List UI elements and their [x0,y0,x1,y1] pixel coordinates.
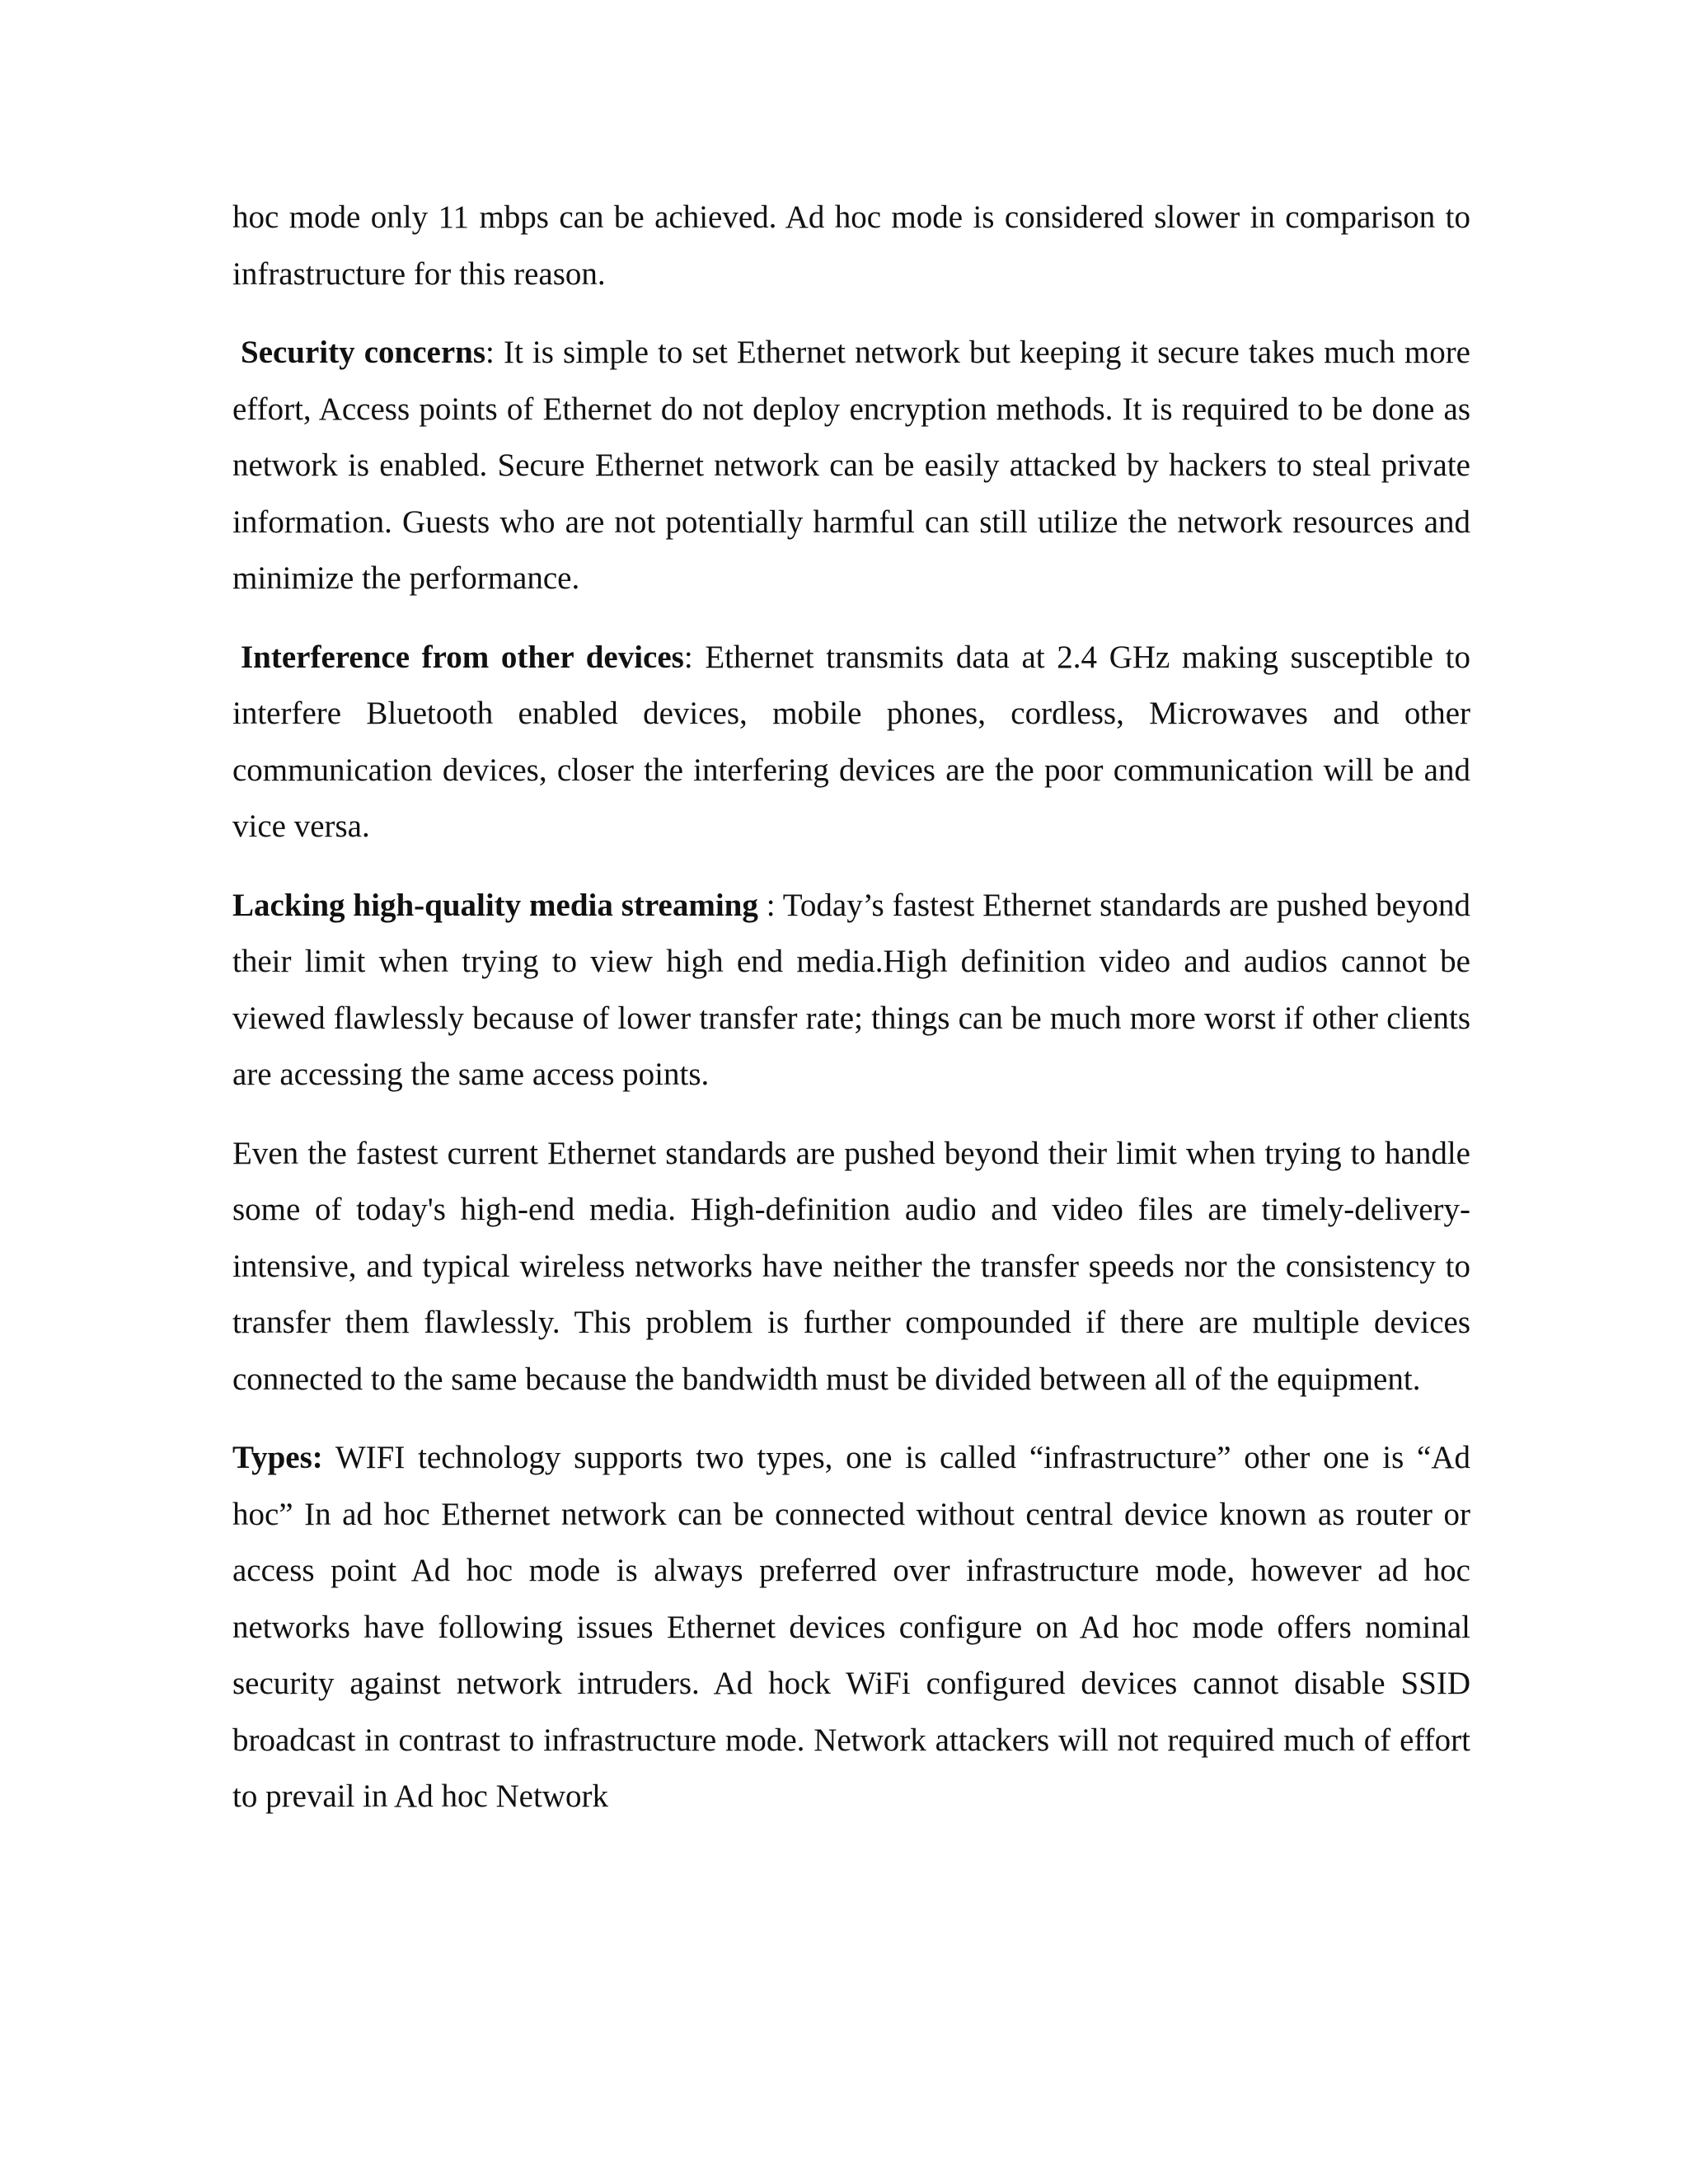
paragraph-security-concerns [232,325,1470,607]
paragraph-body: : Today’s fastest Ethernet standards are pushed beyond their limit when trying to view high end media.High definition video and audios cannot be viewed flawlessly because of lower transfer rate; things can be much more worst if other clients are accessing the same access points. [232,887,1470,1092]
paragraph-heading: Types: [232,1440,323,1475]
document-page [232,190,1470,1848]
paragraph-types [232,1430,1470,1825]
paragraph-high-end-media [232,1126,1470,1408]
paragraph-heading: Interference from other devices [241,639,684,675]
paragraph-body: Even the fastest current Ethernet standards are pushed beyond their limit when trying to handle some of today's high-end media. High-definition audio and video files are timely-delivery-intensive, and typical wireless networks have neither the transfer speeds nor the consistency to transfer them flawlessly. This problem is further compounded if there are multiple devices connected to the same because the bandwidth must be divided between all of the equipment. [232,1135,1470,1397]
paragraph-intro [232,190,1470,302]
paragraph-heading: Security concerns [241,335,486,370]
paragraph-body: : It is simple to set Ethernet network but keeping it secure takes much more effort, Access points of Ethernet do not deploy encryption methods. It is required to be done as network is enabled. Secure Ethernet network can be easily attacked by hackers to steal private information. Guests who are not potentially harmful can still utilize the network resources and minimize the performance. [232,335,1470,596]
paragraph-body: : Ethernet transmits data at 2.4 GHz making susceptible to interfere Bluetooth enabled devices, mobile phones, cordless, Microwaves and other communication devices, closer the interfering devices are the poor communication will be and vice versa. [232,639,1470,844]
paragraph-media-streaming [232,878,1470,1104]
paragraph-heading: Lacking high-quality media streaming [232,887,758,923]
paragraph-body: WIFI technology supports two types, one is called “infrastructure” other one is “Ad hoc” In ad hoc Ethernet network can be connected without central device known as router or access point Ad hoc mode is always preferred over infrastructure mode, however ad hoc networks have following issues Ethernet devices configure on Ad hoc mode offers nominal security against network intruders. Ad hock WiFi configured devices cannot disable SSID broadcast in contrast to infrastructure mode. Network attackers will not required much of effort to prevail in Ad hoc Network [232,1440,1470,1814]
paragraph-body: hoc mode only 11 mbps can be achieved. Ad hoc mode is considered slower in comparison to infrastructure for this reason. [232,199,1470,292]
paragraph-interference [232,630,1470,855]
